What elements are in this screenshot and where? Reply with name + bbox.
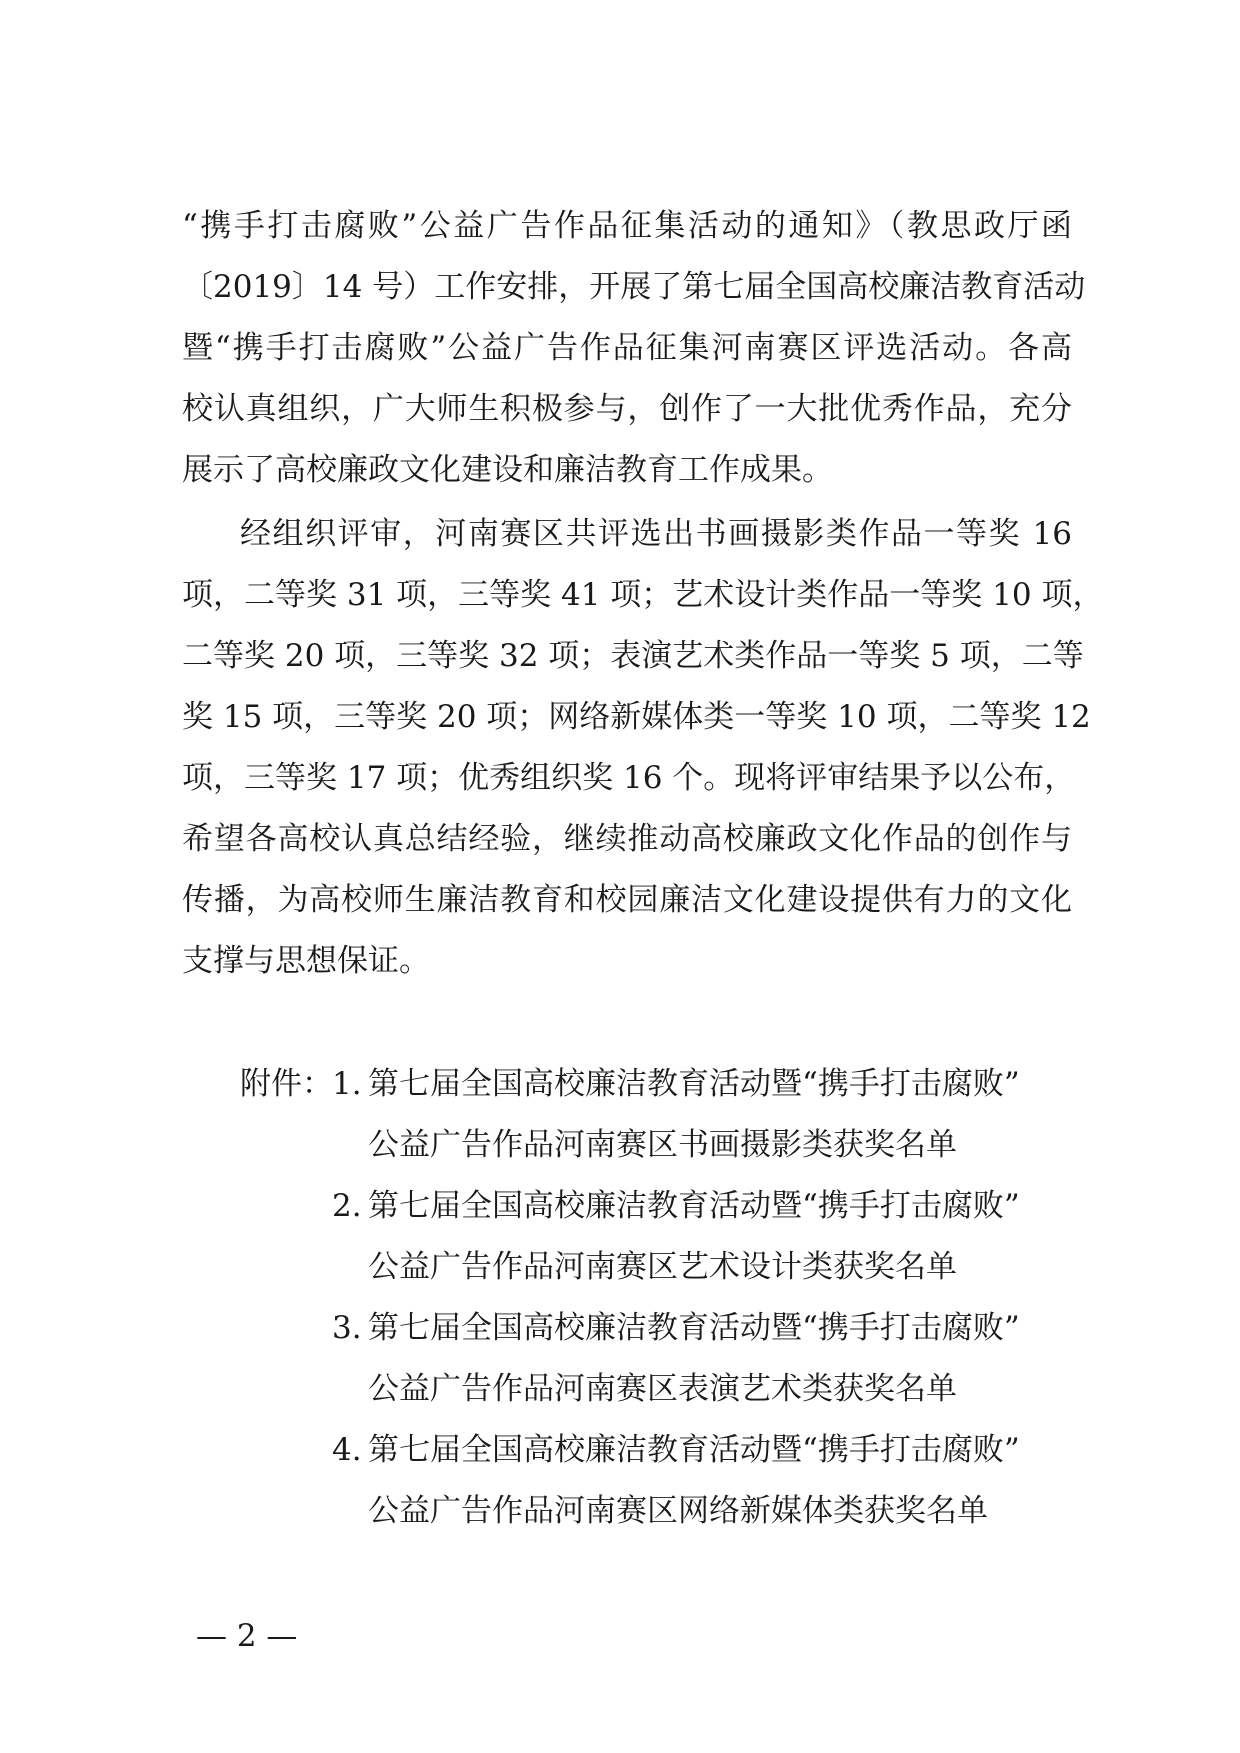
attachment-title-line: 第七届全国高校廉洁教育活动暨“携手打击腐败”: [368, 1310, 1020, 1346]
attachment-number: 1.: [332, 1066, 362, 1102]
body-line: 奖 15 项，三等奖 20 项；网络新媒体类一等奖 10 项，二等奖 12: [182, 699, 1091, 735]
body-line: 二等奖 20 项，三等奖 32 项；表演艺术类作品一等奖 5 项，二等: [182, 638, 1084, 674]
attachment-number: 3.: [332, 1310, 362, 1346]
attachment-title-line: 第七届全国高校廉洁教育活动暨“携手打击腐败”: [368, 1188, 1020, 1224]
attachment-title-line: 第七届全国高校廉洁教育活动暨“携手打击腐败”: [368, 1432, 1020, 1468]
attachment-number: 2.: [332, 1188, 362, 1224]
page-number: — 2 —: [196, 1618, 298, 1654]
attachment-title-line: 公益广告作品河南赛区艺术设计类获奖名单: [368, 1249, 957, 1285]
body-line: 项，三等奖 17 项；优秀组织奖 16 个。现将评审结果予以公布，: [182, 760, 1076, 796]
attachments-label: 附件：: [240, 1066, 333, 1102]
attachment-item: [332, 1298, 1072, 1358]
attachment-title-line: 公益广告作品河南赛区网络新媒体类获奖名单: [368, 1493, 988, 1529]
body-line: 项，二等奖 31 项，三等奖 41 项；艺术设计类作品一等奖 10 项，: [182, 577, 1104, 613]
attachment-item: [332, 1054, 1072, 1114]
body-line: 传播，为高校师生廉洁教育和校园廉洁文化建设提供有力的文化: [182, 882, 1072, 918]
body-line: 校认真组织，广大师生积极参与，创作了一大批优秀作品，充分: [182, 391, 1072, 427]
attachment-title-line: 公益广告作品河南赛区表演艺术类获奖名单: [368, 1371, 957, 1407]
attachment-title-line: 公益广告作品河南赛区书画摄影类获奖名单: [368, 1127, 957, 1163]
body-line: 支撑与思想保证。: [182, 943, 430, 979]
body-line: “携手打击腐败”公益广告作品征集活动的通知》（教思政厅函: [182, 208, 1072, 244]
attachment-title-line: 第七届全国高校廉洁教育活动暨“携手打击腐败”: [368, 1066, 1020, 1102]
body-line: 希望各高校认真总结经验，继续推动高校廉政文化作品的创作与: [182, 821, 1072, 857]
body-line: 暨“携手打击腐败”公益广告作品征集河南赛区评选活动。各高: [182, 330, 1072, 366]
body-line: 展示了高校廉政文化建设和廉洁教育工作成果。: [182, 452, 833, 488]
body-line: 经组织评审，河南赛区共评选出书画摄影类作品一等奖 16: [240, 516, 1072, 552]
attachment-number: 4.: [332, 1432, 362, 1468]
attachment-item: [332, 1420, 1072, 1480]
body-line: 〔2019〕14 号）工作安排，开展了第七届全国高校廉洁教育活动: [182, 269, 1086, 305]
attachment-item: [332, 1176, 1072, 1236]
